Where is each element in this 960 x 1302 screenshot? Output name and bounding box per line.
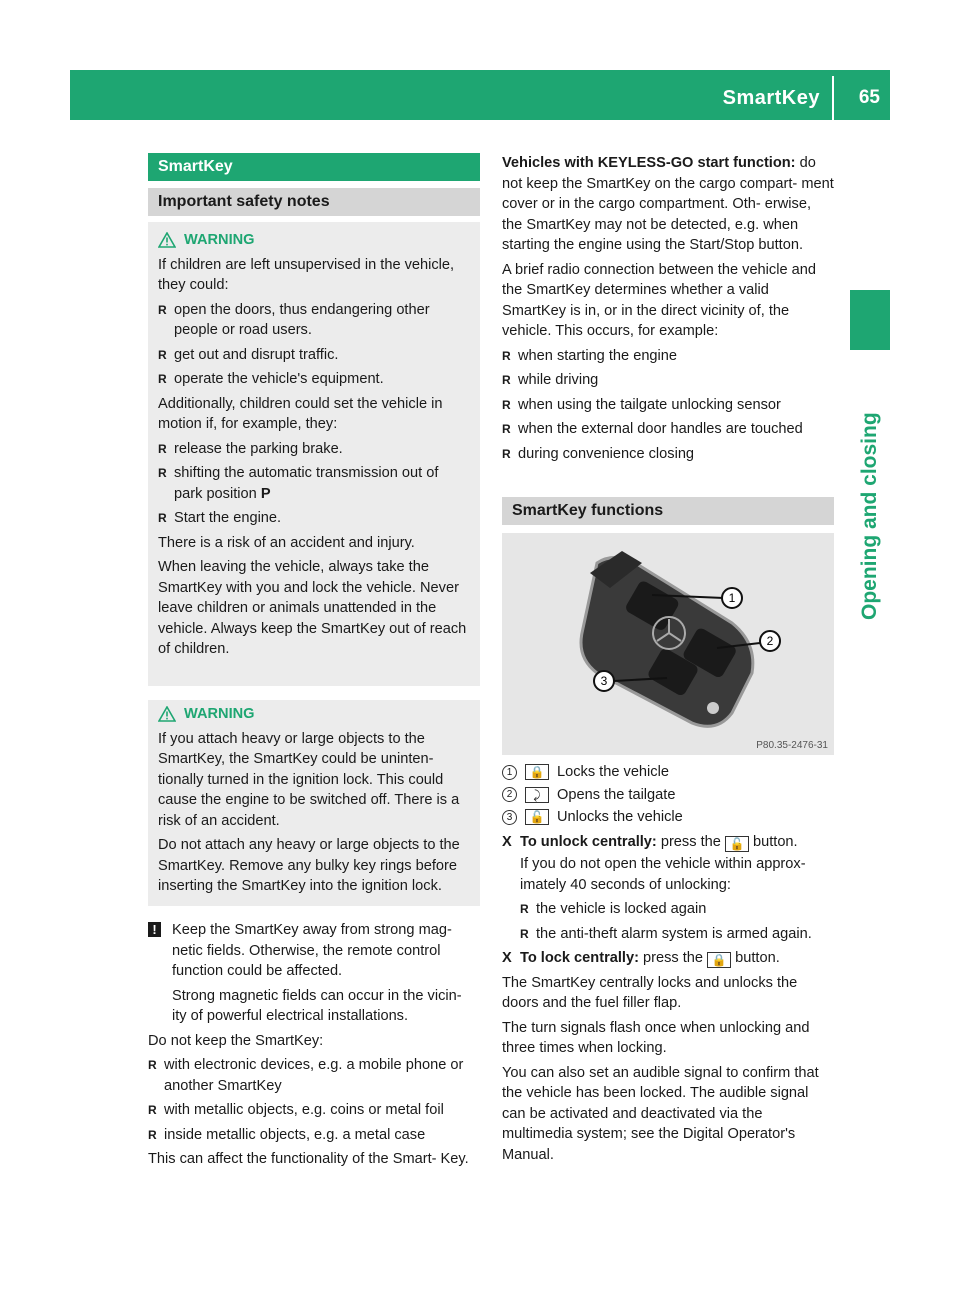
chapter-tab-block: [850, 290, 890, 350]
header-bar: [70, 70, 890, 120]
tailgate-icon: ⤸: [525, 787, 549, 803]
legend-text: Unlocks the vehicle: [557, 809, 683, 825]
right-column-bottom: [502, 762, 834, 1169]
warning-triangle-icon: [158, 232, 176, 248]
step-label: To lock centrally:: [520, 950, 639, 966]
warning-box-heavy-objects: [148, 700, 480, 906]
header-title: SmartKey: [722, 87, 820, 109]
figure-code: P80.35-2476-31: [756, 740, 828, 751]
list-item: R the anti-theft alarm system is armed again.: [520, 924, 834, 945]
callout-2: 2: [766, 634, 774, 648]
legend-text: Opens the tailgate: [557, 786, 676, 803]
warning-risk: There is a risk of an accident and injury.: [158, 534, 415, 551]
page-number: 65: [858, 87, 880, 108]
list-item: R operate the vehicle's equipment.: [158, 369, 470, 390]
legend-text: Locks the vehicle: [557, 764, 669, 780]
legend-item: [502, 807, 834, 828]
legend-number: 2: [502, 787, 517, 802]
step-unlock: [502, 832, 834, 853]
paragraph-radio: A brief radio connection between the vehicle and the SmartKey determines whether a valid SmartKey is in, or in the direct vicinity of, the vehicle. This occurs, for example:: [502, 261, 816, 339]
keyless-go-text: do not keep the SmartKey on the cargo compart- ment cover or in the cargo compartment. Oth- erwise, the SmartKey may not be detected, e.g. when starting the engine using the Start/Stop button.: [502, 155, 834, 253]
list-item: R release the parking brake.: [158, 439, 470, 460]
list-item: R during convenience closing: [502, 444, 834, 465]
warning-header: [158, 704, 470, 725]
warning-advice: When leaving the vehicle, always take the SmartKey with you and lock the vehicle. Never leave children or animals unattended in the vehicle. Always keep the SmartKey out of reach of children.: [158, 559, 467, 657]
warning-header: [158, 230, 470, 251]
list-item: [158, 463, 470, 504]
list-item: R get out and disrupt traffic.: [158, 345, 470, 366]
park-position-label: P: [260, 485, 271, 502]
list-item: R Start the engine.: [158, 508, 470, 529]
list-item: R inside metallic objects, e.g. a metal case: [148, 1125, 480, 1146]
legend-number: 3: [502, 810, 517, 825]
warning-text: If you attach heavy or large objects to the SmartKey, the SmartKey could be uninten- tionally turned in the ignition lock. This could cause the engine to be switched off. There is a risk of an accident.: [158, 730, 460, 829]
step-lock: [502, 948, 834, 969]
warning-title: WARNING: [184, 706, 255, 722]
paragraph: This can affect the functionality of the Smart- Key.: [148, 1151, 469, 1167]
warning-box-children: [148, 222, 480, 686]
step-note: If you do not open the vehicle within approx- imately 40 seconds of unlocking:: [520, 856, 806, 893]
list-item: R when the external door handles are touched: [502, 419, 834, 440]
list-item: R while driving: [502, 370, 834, 391]
notice-text: Strong magnetic fields can occur in the vicin- ity of powerful electrical installations.: [172, 987, 462, 1024]
step-text: button.: [748, 833, 798, 850]
warning-mid: Additionally, children could set the vehicle in motion if, for example, they:: [158, 395, 443, 432]
paragraph-keyless-go: [502, 153, 834, 256]
list-item: R open the doors, thus endangering other people or road users.: [158, 300, 470, 341]
notice-icon: !: [148, 922, 161, 937]
step-text: press the: [638, 950, 708, 966]
warning-title: WARNING: [184, 232, 255, 248]
paragraph: The SmartKey centrally locks and unlocks the doors and the fuel filler flap.: [502, 974, 798, 1011]
list-item: R the vehicle is locked again: [520, 899, 834, 920]
step-label: To unlock centrally:: [520, 833, 657, 850]
unlock-icon: 🔓: [525, 809, 549, 825]
step-text: press the: [656, 833, 725, 850]
step-marker: X: [502, 950, 512, 966]
list-item: R with metallic objects, e.g. coins or metal foil: [148, 1100, 480, 1121]
left-column-text: [148, 920, 480, 1174]
legend-item: [502, 762, 834, 783]
chapter-tab-label: Opening and closing: [858, 412, 881, 620]
list-item-text: shifting the automatic transmission out of park position: [174, 465, 439, 502]
step-text: button.: [731, 950, 780, 966]
warning-intro: If children are left unsupervised in the vehicle, they could:: [158, 256, 455, 293]
list-item: R with electronic devices, e.g. a mobile phone or another SmartKey: [148, 1055, 480, 1096]
paragraph: You can also set an audible signal to confirm that the vehicle has been locked. The audible signal can be activated and deactivated via the multimedia system; see the Digital Operator's Manual.: [502, 1064, 819, 1163]
warning-text: Do not attach any heavy or large objects to the SmartKey. Remove any bulky key rings before inserting the SmartKey into the ignition lock.: [158, 837, 460, 894]
keyless-go-label: Vehicles with KEYLESS-GO start function:: [502, 155, 796, 171]
callout-1: 1: [728, 591, 736, 605]
list-item: R when using the tailgate unlocking sensor: [502, 395, 834, 416]
callout-3: 3: [600, 674, 608, 688]
legend-item: [502, 785, 834, 806]
smartkey-illustration: [502, 533, 834, 755]
legend-number: 1: [502, 765, 517, 780]
warning-triangle-icon: [158, 706, 176, 722]
step-marker: X: [502, 833, 512, 850]
paragraph: The turn signals flash once when unlocking and three times when locking.: [502, 1019, 810, 1056]
list-item: R when starting the engine: [502, 346, 834, 367]
unlock-icon: 🔓: [725, 836, 749, 852]
lock-icon: 🔒: [525, 764, 549, 780]
lock-icon: 🔒: [707, 952, 731, 968]
smartkey-drawing: [502, 533, 834, 755]
header-divider: [832, 76, 834, 120]
notice-text: Keep the SmartKey away from strong mag- netic fields. Otherwise, the remote control function could be affected.: [172, 922, 452, 979]
notice: [148, 920, 480, 1027]
right-column-top: [502, 153, 834, 468]
subheading-safety-notes: Important safety notes: [148, 188, 480, 216]
subheading-smartkey-functions: SmartKey functions: [502, 497, 834, 525]
paragraph: Do not keep the SmartKey:: [148, 1032, 324, 1049]
section-heading-smartkey: SmartKey: [148, 153, 480, 181]
